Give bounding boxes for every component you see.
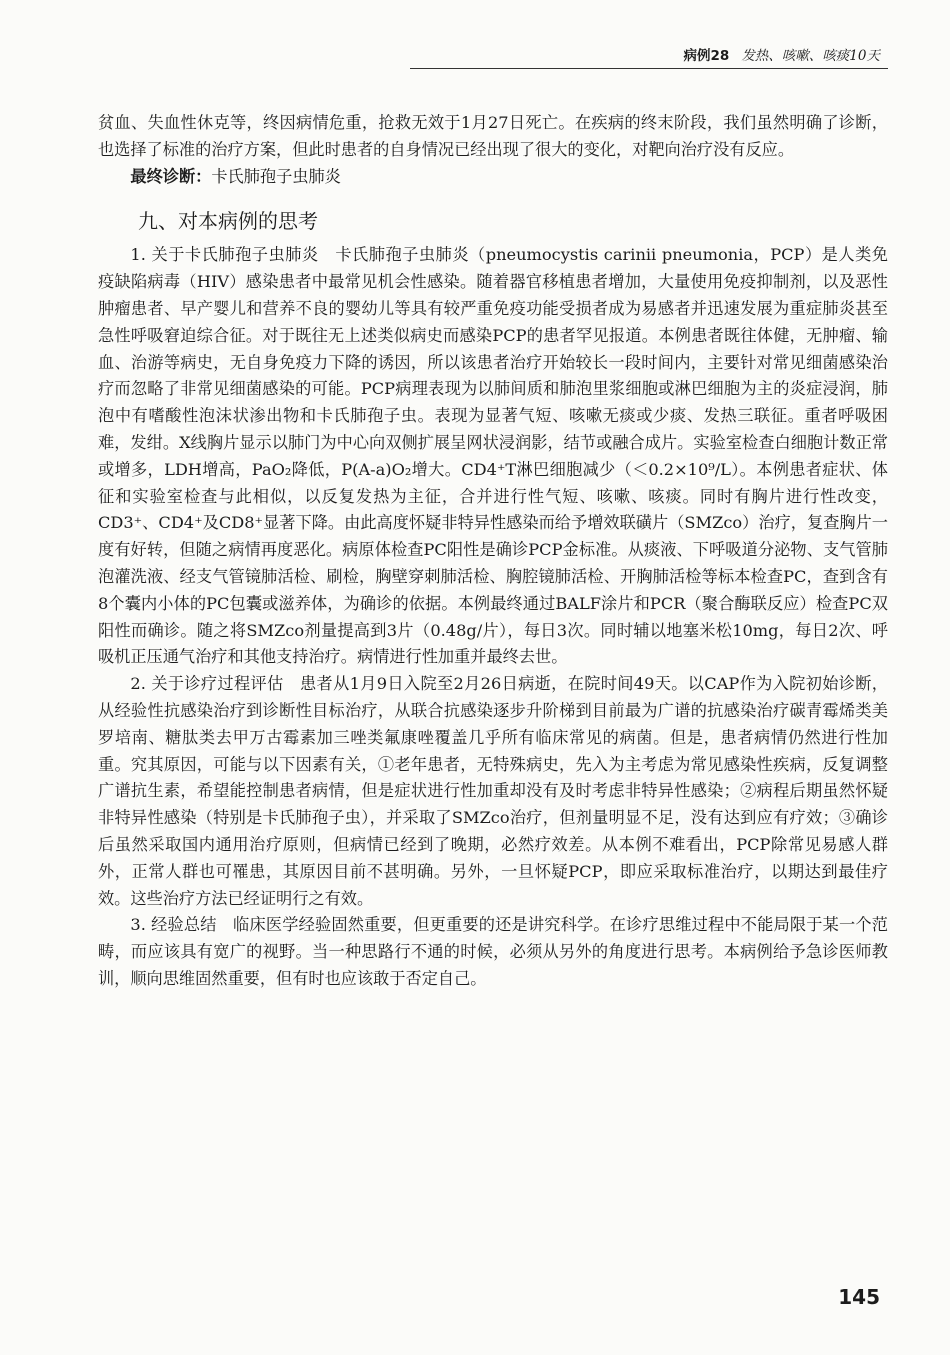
final-diagnosis <box>98 164 888 191</box>
running-header <box>684 44 880 64</box>
final-diagnosis-label: 最终诊断： <box>130 166 212 186</box>
paragraph-continuation: 贫血、失血性休克等，终因病情危重，抢救无效于1月27日死亡。在疾病的终末阶段，我们虽然明确了诊断，也选择了标准的治疗方案，但此时患者的自身情况已经出现了很大的变化，对靶向治疗没有反应。 <box>98 113 888 159</box>
paragraph-summary: 3. 经验总结 临床医学经验固然重要，但更重要的还是讲究科学。在诊疗思维过程中不能局限于某一个范畴，而应该具有宽广的视野。当一种思路行不通的时候，必须从另外的角度进行思考。本病例给予急诊医师教训，顺向思维固然重要，但有时也应该敢于否定自己。 <box>98 915 888 988</box>
case-label: 病例28 <box>683 48 730 64</box>
paragraph-evaluation: 2. 关于诊疗过程评估 患者从1月9日入院至2月26日病逝，在院时间49天。以CAP作为入院初始诊断，从经验性抗感染治疗到诊断性目标治疗，从联合抗感染逐步升阶梯到目前最为广谱的抗感染治疗碳青霉烯类美罗培南、糖肽类去甲万古霉素加三唑类氟康唑覆盖几乎所有临床常见的病菌。但是，患者病情仍然进行性加重。究其原因，可能与以下因素有关，①老年患者，无特殊病史，先入为主考虑为常见感染性疾病，反复调整广谱抗生素，希望能控制患者病情，但是症状进行性加重却没有及时考虑非特异性感染；②病程后期虽然怀疑非特异性感染（特别是卡氏肺孢子虫），并采取了SMZco治疗，但剂量明显不足，没有达到应有疗效；③确诊后虽然采取国内通用治疗原则，但病情已经到了晚期，必然疗效差。从本例不难看出，PCP除常见易感人群外，正常人群也可罹患，其原因目前不甚明确。另外，一旦怀疑PCP，即应采取标准治疗，以期达到最佳疗效。这些治疗方法已经证明行之有效。 <box>98 674 888 908</box>
final-diagnosis-value: 卡氏肺孢子虫肺炎 <box>211 166 341 186</box>
header-rule <box>410 68 888 69</box>
section-heading: 九、对本病例的思考 <box>138 209 318 234</box>
page-body <box>98 110 888 993</box>
case-subtitle: 发热、咳嗽、咳痰10天 <box>741 48 880 64</box>
paragraph-pcp: 1. 关于卡氏肺孢子虫肺炎 卡氏肺孢子虫肺炎（pneumocystis carinii pneumonia，PCP）是人类免疫缺陷病毒（HIV）感染患者中最常见机会性感染。随着器官移植患者增加，大量使用免疫抑制剂，以及恶性肿瘤患者、早产婴儿和营养不良的婴幼儿等具有较严重免疫功能受损者成为易感者并迅速发展为重症肺炎甚至急性呼吸窘迫综合征。对于既往无上述类似病史而感染PCP的患者罕见报道。本例患者既往体健，无肿瘤、输血、治游等病史，无自身免疫力下降的诱因，所以该患者治疗开始较长一段时间内，主要针对常见细菌感染治疗而忽略了非常见细菌感染的可能。PCP病理表现为以肺间质和肺泡里浆细胞或淋巴细胞为主的炎症浸润，肺泡中有嗜酸性泡沫状渗出物和卡氏肺孢子虫。表现为显著气短、咳嗽无痰或少痰、发热三联征。重者呼吸困难，发绀。X线胸片显示以肺门为中心向双侧扩展呈网状浸润影，结节或融合成片。实验室检查白细胞计数正常或增多，LDH增高，PaO₂降低，P(A-a)O₂增大。CD4⁺T淋巴细胞减少（＜0.2×10⁹/L）。本例患者症状、体征和实验室检查与此相似，以反复发热为主征，合并进行性气短、咳嗽、咳痰。同时有胸片进行性改变，CD3⁺、CD4⁺及CD8⁺显著下降。由此高度怀疑非特异性感染而给予增效联磺片（SMZco）治疗，复查胸片一度有好转，但随之病情再度恶化。病原体检查PC阳性是确诊PCP金标准。从痰液、下呼吸道分泌物、支气管肺泡灌洗液、经支气管镜肺活检、刷检，胸壁穿刺肺活检、胸腔镜肺活检、开胸肺活检等标本检查PC，查到含有8个囊内小体的PC包囊或滋养体，为确诊的依据。本例最终通过BALF涂片和PCR（聚合酶联反应）检查PC双阳性而确诊。随之将SMZco剂量提高到3片（0.48g/片），每日3次。同时辅以地塞米松10mg，每日2次、呼吸机正压通气治疗和其他支持治疗。病情进行性加重并最终去世。 <box>98 245 888 667</box>
page-number: 145 <box>838 1285 880 1309</box>
